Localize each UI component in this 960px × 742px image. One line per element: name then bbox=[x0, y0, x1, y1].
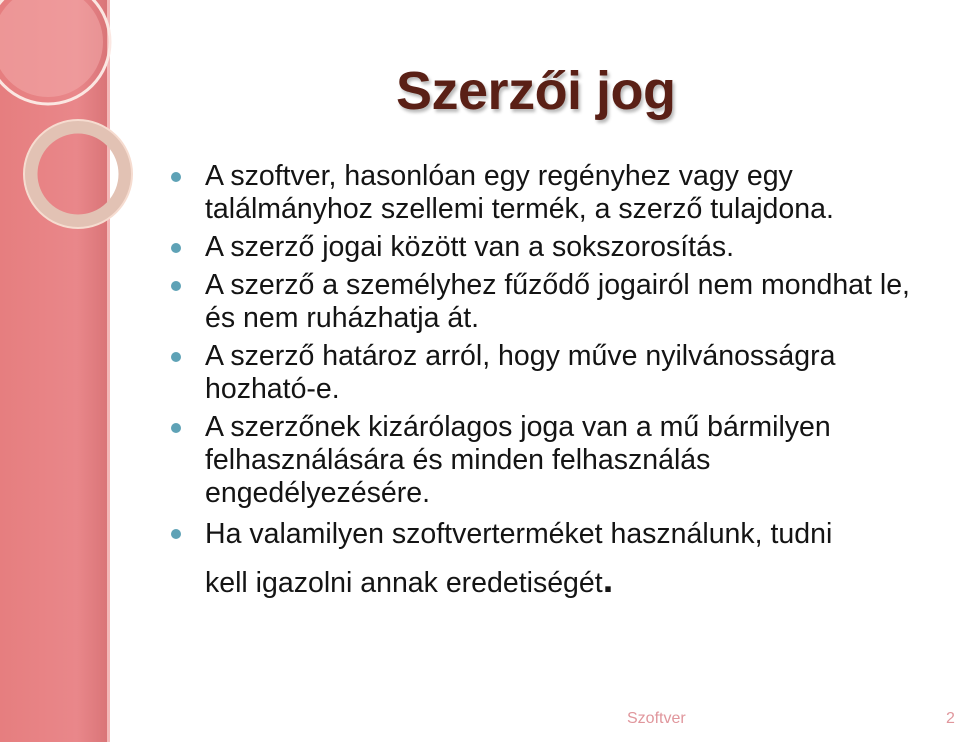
bullet-item bbox=[171, 231, 941, 264]
bullet-item-last bbox=[171, 511, 941, 606]
deco-circle-filled bbox=[0, 0, 103, 97]
bullet-dot-icon bbox=[171, 172, 181, 182]
bullet-item bbox=[171, 160, 941, 226]
deco-ring-outline bbox=[24, 120, 132, 228]
bullet-text-line2: kell igazolni annak eredetiségét bbox=[205, 567, 603, 599]
bullet-dot-icon bbox=[171, 423, 181, 433]
bullet-dot-icon bbox=[171, 281, 181, 291]
bullet-text: A szerző a személyhez fűződő jogairól nem mondhat le, és nem ruházhatja át. bbox=[205, 269, 910, 334]
bullet-list bbox=[171, 160, 941, 611]
bullet-dot-icon bbox=[171, 529, 181, 539]
bullet-item bbox=[171, 411, 941, 510]
page-number: 2 bbox=[946, 710, 955, 727]
bullet-item bbox=[171, 269, 941, 335]
bullet-dot-icon bbox=[171, 243, 181, 253]
decorative-circles bbox=[0, 0, 140, 260]
slide-title: Szerzői jog bbox=[396, 61, 676, 121]
bullet-period: . bbox=[602, 559, 614, 601]
bullet-text: A szerző jogai között van a sokszorosítás. bbox=[205, 231, 735, 263]
footer-label: Szoftver bbox=[627, 710, 686, 727]
deco-ring bbox=[31, 127, 125, 221]
bullet-text: A szerző határoz arról, hogy műve nyilvánosságra hozható-e. bbox=[205, 340, 836, 405]
bullet-text-line1: Ha valamilyen szoftverterméket használunk, tudni bbox=[205, 518, 833, 550]
bullet-item bbox=[171, 340, 941, 406]
bullet-dot-icon bbox=[171, 352, 181, 362]
bullet-text: A szerzőnek kizárólagos joga van a mű bármilyen felhasználására és minden felhasználás engedélyezésére. bbox=[205, 411, 831, 509]
bullet-text: A szoftver, hasonlóan egy regényhez vagy egy találmányhoz szellemi termék, a szerző tulajdona. bbox=[205, 160, 834, 225]
